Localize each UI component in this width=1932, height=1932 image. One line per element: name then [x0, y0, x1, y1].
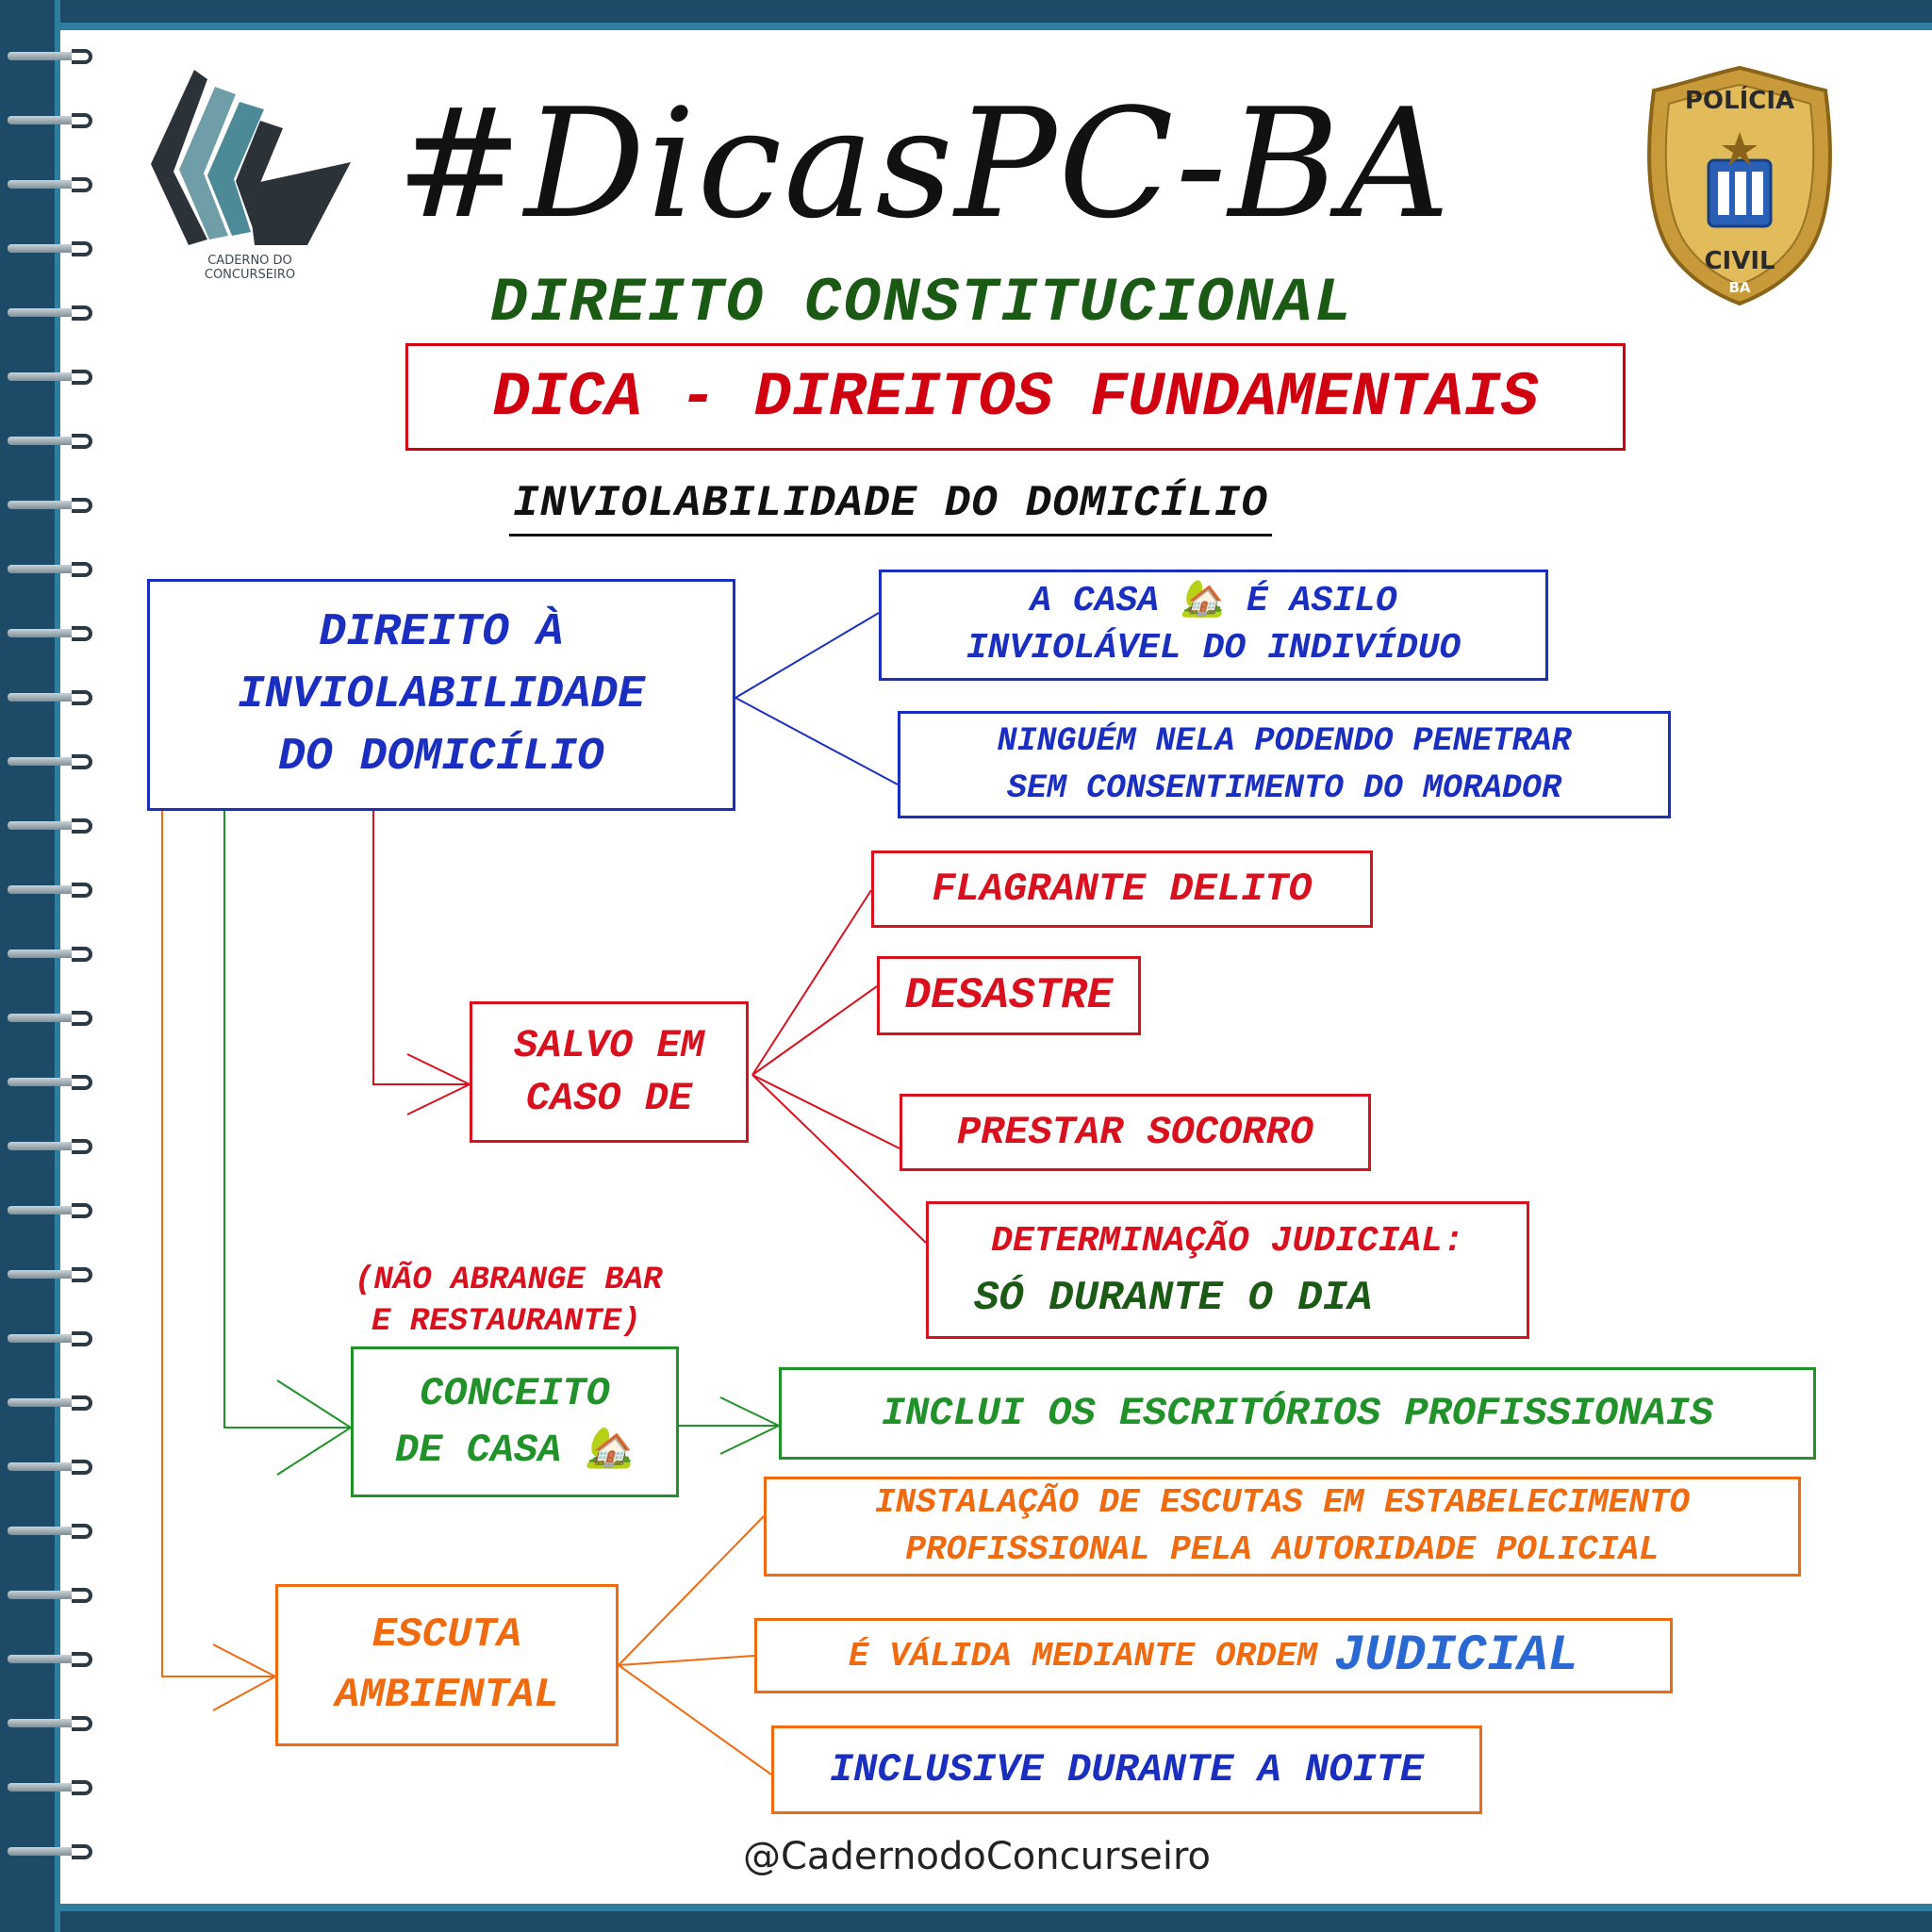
install-line-1: INSTALAÇÃO DE ESCUTAS EM ESTABELECIMENTO — [874, 1483, 1691, 1522]
socorro-node — [900, 1094, 1371, 1171]
badge-state-text: BA — [1728, 279, 1751, 296]
logo-caption-line-1: CADERNO DO — [207, 254, 292, 268]
root-node — [147, 579, 735, 811]
night-text: INCLUSIVE DURANTE A NOITE — [829, 1747, 1425, 1792]
offices-node — [779, 1367, 1816, 1460]
concept-line-1: CONCEITO — [420, 1371, 610, 1416]
flagrante-text: FLAGRANTE DELITO — [932, 867, 1313, 912]
topic-heading: INVIOLABILIDADE DO DOMICÍLIO — [509, 479, 1272, 537]
no-entry-line-1: NINGUÉM NELA PODENDO PENETRAR — [997, 722, 1572, 760]
judicial-node — [926, 1201, 1529, 1339]
install-line-2: PROFISSIONAL PELA AUTORIDADE POLICIAL — [905, 1530, 1660, 1569]
asylum-line-1: A CASA 🏡 É ASILO — [1030, 581, 1397, 621]
night-node — [771, 1726, 1482, 1814]
exception-line-2: CASO DE — [525, 1076, 693, 1121]
concept-node — [351, 1346, 679, 1497]
concept-line-2: DE CASA 🏡 — [395, 1428, 635, 1473]
valid-order-node — [754, 1618, 1673, 1693]
badge-bottom-text: CIVIL — [1704, 247, 1775, 275]
no-entry-node — [898, 711, 1671, 818]
bar-note-line-2: E RESTAURANTE) — [372, 1304, 641, 1340]
judicial-word: JUDICIAL — [1333, 1627, 1579, 1685]
bar-note — [355, 1260, 662, 1343]
judicial-line-1: DETERMINAÇÃO JUDICIAL: — [991, 1221, 1464, 1262]
exception-line-1: SALVO EM — [514, 1023, 704, 1068]
bar-note-line-1: (NÃO ABRANGE BAR — [355, 1263, 663, 1298]
exception-node — [470, 1001, 749, 1143]
footer-handle: @CadernodoConcurseiro — [743, 1835, 1212, 1878]
valid-order-text: É VÁLIDA MEDIANTE ORDEM — [848, 1636, 1317, 1676]
root-line-3: DO DOMICÍLIO — [278, 732, 604, 783]
subject-heading: DIREITO CONSTITUCIONAL — [490, 268, 1354, 339]
desastre-node — [877, 956, 1141, 1035]
desastre-text: DESASTRE — [904, 971, 1114, 1020]
tip-banner-text: DICA - DIREITOS FUNDAMENTAIS — [492, 361, 1539, 433]
escuta-line-1: ESCUTA — [372, 1611, 522, 1659]
page-title: #DicasPC-BA — [396, 75, 1452, 252]
escuta-line-2: AMBIENTAL — [335, 1672, 559, 1719]
escuta-node — [275, 1584, 619, 1746]
root-line-1: DIREITO À — [319, 607, 564, 658]
root-line-2: INVIOLABILIDADE — [237, 669, 646, 720]
asylum-node — [879, 570, 1548, 681]
offices-text: INCLUI OS ESCRITÓRIOS PROFISSIONAIS — [881, 1391, 1714, 1436]
no-entry-line-2: SEM CONSENTIMENTO DO MORADOR — [1006, 769, 1562, 807]
asylum-line-2: INVIOLÁVEL DO INDIVÍDUO — [966, 628, 1461, 669]
flagrante-node — [871, 850, 1373, 928]
socorro-text: PRESTAR SOCORRO — [956, 1110, 1314, 1155]
install-node — [764, 1477, 1801, 1577]
logo-caption-line-2: CONCURSEIRO — [204, 268, 296, 282]
judicial-line-2: SÓ DURANTE O DIA — [974, 1275, 1373, 1322]
badge-top-text: POLÍCIA — [1684, 87, 1795, 115]
